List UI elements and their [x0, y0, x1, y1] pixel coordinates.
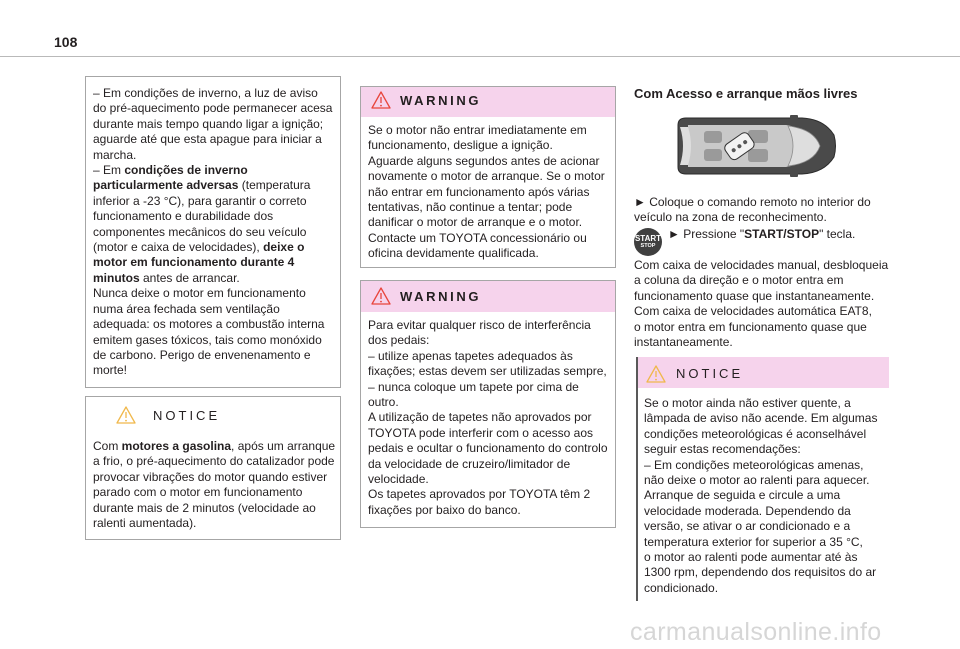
page-number: 108: [54, 34, 78, 50]
text-line: o motor entra em funcionamento quase que: [634, 319, 867, 334]
text-line: provocar vibrações do motor quando estiver: [93, 469, 328, 484]
text-line: temperatura exterior for superior a 35 °C,: [644, 534, 863, 549]
text-line: o motor ao ralenti pode aumentar até às: [644, 550, 858, 565]
text-line: fixações por baixo do banco.: [368, 502, 521, 517]
text-line: – Em condições de inverno, a luz de aviso: [93, 86, 318, 100]
text-line: ► Coloque o comando remoto no interior do: [634, 195, 871, 209]
text-line: versão, se ativar o ar condicionado e a: [644, 519, 851, 534]
watermark: carmanualsonline.info: [630, 618, 882, 646]
bold-text: START/STOP: [744, 227, 820, 241]
text-line: – nunca coloque um tapete por cima de: [368, 379, 579, 394]
warning-title: WARNING: [400, 93, 482, 108]
text-line: condições meteorológicas é aconselhável: [644, 426, 867, 441]
text-line: numa área fechada sem ventilação: [93, 301, 280, 316]
bold-text: deixe o: [263, 240, 305, 255]
text-line: Arranque de seguida e circule a uma: [644, 488, 841, 503]
bold-text: particularmente adversas: [93, 178, 239, 193]
text-line: A utilização de tapetes não aprovados por: [368, 410, 592, 425]
text-line: Para evitar qualquer risco de interferência: [368, 318, 591, 332]
warning-triangle-icon: [371, 91, 391, 109]
warning-title: WARNING: [400, 289, 482, 304]
text-line: não deixe o motor ao ralenti para aquecer.: [644, 473, 870, 488]
text-line: de carbono. Perigo de envenenamento e: [93, 347, 311, 362]
text-line: Com motores a gasolina, após um arranque: [93, 439, 336, 453]
text-line: do pré-aquecimento pode permanecer acesa: [93, 101, 333, 116]
top-divider: [0, 56, 960, 57]
start-stop-icon-label: STOP: [640, 243, 656, 249]
text-line: ralenti aumentada).: [93, 516, 197, 531]
text-line: da velocidade de cruzeiro/limitador de: [368, 456, 571, 471]
text-line: condicionado.: [644, 580, 719, 595]
gearbox-paragraph: [634, 258, 896, 350]
text-line: pedais e ocultar o funcionamento do controlo: [368, 441, 608, 456]
bold-text: minutos: [93, 270, 140, 285]
text-line: veículo na zona de reconhecimento.: [634, 210, 827, 225]
notice-left-bar: [636, 357, 638, 601]
text-line: funcionamento e durabilidade dos: [93, 209, 274, 224]
text-line: velocidade.: [368, 472, 429, 487]
bold-text: motor em funcionamento durante 4: [93, 255, 295, 270]
start-stop-button-icon: [634, 228, 662, 256]
text-line: a coluna da direção e o motor entra em: [634, 273, 844, 288]
section-title: Com Acesso e arranque mãos livres: [634, 86, 858, 101]
winter-conditions-text: [93, 86, 343, 379]
text-line: instantaneamente.: [634, 335, 733, 350]
notice-title: NOTICE: [153, 408, 221, 423]
text-line: durante mais de 2 minutos (velocidade ao: [93, 500, 316, 515]
text-line: minutos antes de arrancar.: [93, 270, 240, 285]
text-line: (motor e caixa de velocidades), deixe o: [93, 240, 305, 255]
text-line: TOYOTA pode interferir com o acesso aos: [368, 425, 593, 440]
text-line: seguir estas recomendações:: [644, 442, 801, 457]
text-line: ► Pressione "START/STOP" tecla.: [668, 227, 856, 241]
notice-triangle-icon: [646, 365, 666, 383]
text-line: novamente o motor de arranque. Se o motor: [368, 169, 605, 184]
text-line: danificar o motor de arranque e o motor.: [368, 215, 583, 230]
warning-text-pedals: [368, 318, 618, 518]
text-line: particularmente adversas (temperatura: [93, 178, 311, 193]
text-line: Os tapetes aprovados por TOYOTA têm 2: [368, 487, 591, 502]
text-line: durante mais tempo quando ligar a ignição;: [93, 116, 324, 131]
text-line: Aguarde alguns segundos antes de acionar: [368, 153, 600, 168]
car-top-view-with-key-icon: [674, 115, 838, 177]
text-line: tentativas, não continue a tentar; pode: [368, 200, 573, 215]
warning-text-engine-start: [368, 123, 618, 262]
text-line: inferior a -23 °C), para garantir o correto: [93, 193, 307, 208]
text-line: Se o motor não entrar imediatamente em: [368, 123, 587, 137]
step-2-text: [668, 227, 898, 242]
text-line: – Em condições meteorológicas amenas,: [644, 457, 864, 472]
bold-text: motores a gasolina: [121, 439, 232, 453]
text-line: marcha.: [93, 147, 137, 162]
text-line: oficina devidamente qualificada.: [368, 246, 539, 261]
text-line: – utilize apenas tapetes adequados às: [368, 348, 573, 363]
text-line: emitem gases tóxicos, tais como monóxido: [93, 332, 322, 347]
text-line: – Em condições de inverno: [93, 163, 248, 178]
text-line: Se o motor ainda não estiver quente, a: [644, 396, 851, 410]
text-line: funcionamento quase que instantaneamente.: [634, 288, 875, 303]
text-line: dos pedais:: [368, 333, 430, 348]
text-line: morte!: [93, 363, 128, 378]
text-line: a frio, o pré-aquecimento do catalizador pode: [93, 454, 335, 469]
notice-text-gasoline: [93, 439, 343, 531]
text-line: lâmpada de aviso não acende. Em algumas: [644, 411, 878, 426]
text-line: outro.: [368, 395, 399, 410]
text-line: Com caixa de velocidades automática EAT8,: [634, 304, 872, 319]
notice-title: NOTICE: [676, 366, 744, 381]
text-line: velocidade moderada. Dependendo da: [644, 503, 851, 518]
text-line: funcionamento, desligue a ignição.: [368, 138, 553, 153]
notice-text-cold-engine: [644, 396, 896, 596]
step-1-text: [634, 195, 896, 226]
bold-text: condições de inverno: [124, 163, 248, 178]
text-line: fixações; estas devem ser utilizadas sempre,: [368, 364, 607, 379]
text-line: não entrar em funcionamento após várias: [368, 184, 590, 199]
text-line: Com caixa de velocidades manual, desbloqueia: [634, 258, 889, 272]
text-line: [93, 255, 343, 270]
start-stop-icon-label: START: [634, 234, 662, 243]
notice-triangle-icon: [116, 406, 136, 424]
text-line: componentes mecânicos do seu veículo: [93, 224, 307, 239]
text-line: Nunca deixe o motor em funcionamento: [93, 286, 306, 301]
text-line: parado com o motor em funcionamento: [93, 485, 303, 500]
text-line: adequada: os motores a combustão interna: [93, 317, 325, 332]
text-line: aguarde até que esta apague para iniciar a: [93, 132, 322, 147]
warning-triangle-icon: [371, 287, 391, 305]
text-line: Contacte um TOYOTA concessionário ou: [368, 230, 587, 245]
text-line: 1300 rpm, dependendo dos requisitos do ar: [644, 565, 877, 580]
